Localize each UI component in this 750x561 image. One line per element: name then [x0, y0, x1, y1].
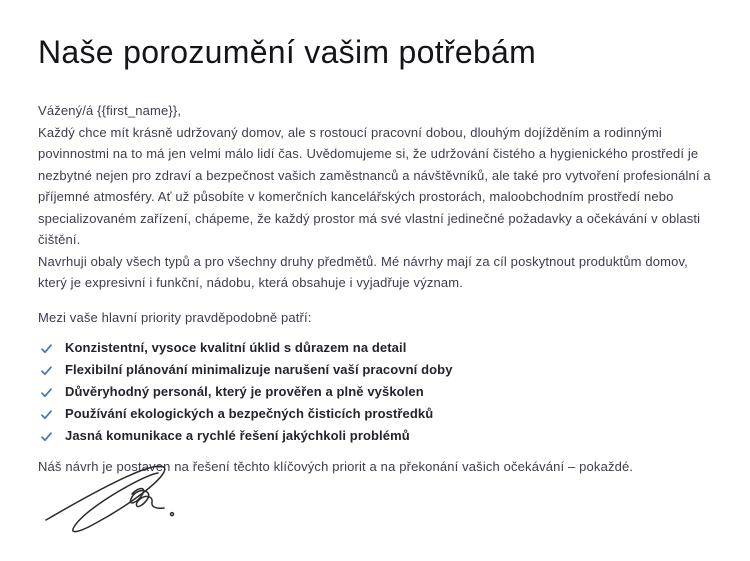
priority-label: Používání ekologických a bezpečných čisticích prostředků	[65, 406, 434, 421]
letter-body	[38, 100, 716, 478]
salutation: Vážený/á {{first_name}},	[38, 103, 182, 118]
priority-label: Konzistentní, vysoce kvalitní úklid s důrazem na detail	[65, 340, 407, 355]
priority-label: Flexibilní plánování minimalizuje narušení vaší pracovní doby	[65, 362, 453, 377]
priority-list	[38, 337, 716, 447]
list-item	[38, 403, 716, 425]
list-item	[38, 381, 716, 403]
list-item	[38, 359, 716, 381]
check-icon	[40, 386, 53, 399]
check-icon	[40, 408, 53, 421]
priority-label: Jasná komunikace a rychlé řešení jakýchkoli problémů	[65, 428, 410, 443]
list-item	[38, 337, 716, 359]
signature-scribble-icon	[40, 460, 180, 538]
check-icon	[40, 364, 53, 377]
priority-label: Důvěryhodný personál, který je prověřen a plně vyškolen	[65, 384, 424, 399]
page-title: Naše porozumění vašim potřebám	[38, 34, 537, 70]
check-icon	[40, 430, 53, 443]
intro-paragraph: Každý chce mít krásně udržovaný domov, ale s rostoucí pracovní dobou, dlouhým dojížděním a rodinnými povinnostmi na to má jen velmi málo lidí čas. Uvědomujeme si, že udržování čistého a hygienického prostředí je nezbytné nejen pro zdraví a bezpečnost vašich zaměstnanců a návštěvníků, ale také pro vytvoření profesionální a příjemné atmosféry. Ať už působíte v komerčních kancelářských prostorách, maloobchodním prostředí nebo specializovaném zařízení, chápeme, že každý prostor má své vlastní jedinečné požadavky a očekávání v oblasti čištění.	[38, 124, 711, 247]
closing-paragraph: Náš návrh je postaven na řešení těchto klíčových priorit a na překonání vašich očekávání – pokaždé.	[38, 459, 634, 474]
check-icon	[40, 342, 53, 355]
priorities-intro: Mezi vaše hlavní priority pravděpodobně patří:	[38, 309, 312, 325]
design-paragraph: Navrhuji obaly všech typů a pro všechny druhy předmětů. Mé návrhy mají za cíl poskytnout produktům domov, který je expresivní i funkční, nádobu, která obsahuje i vyjadřuje význam.	[38, 253, 688, 290]
list-item	[38, 425, 716, 447]
